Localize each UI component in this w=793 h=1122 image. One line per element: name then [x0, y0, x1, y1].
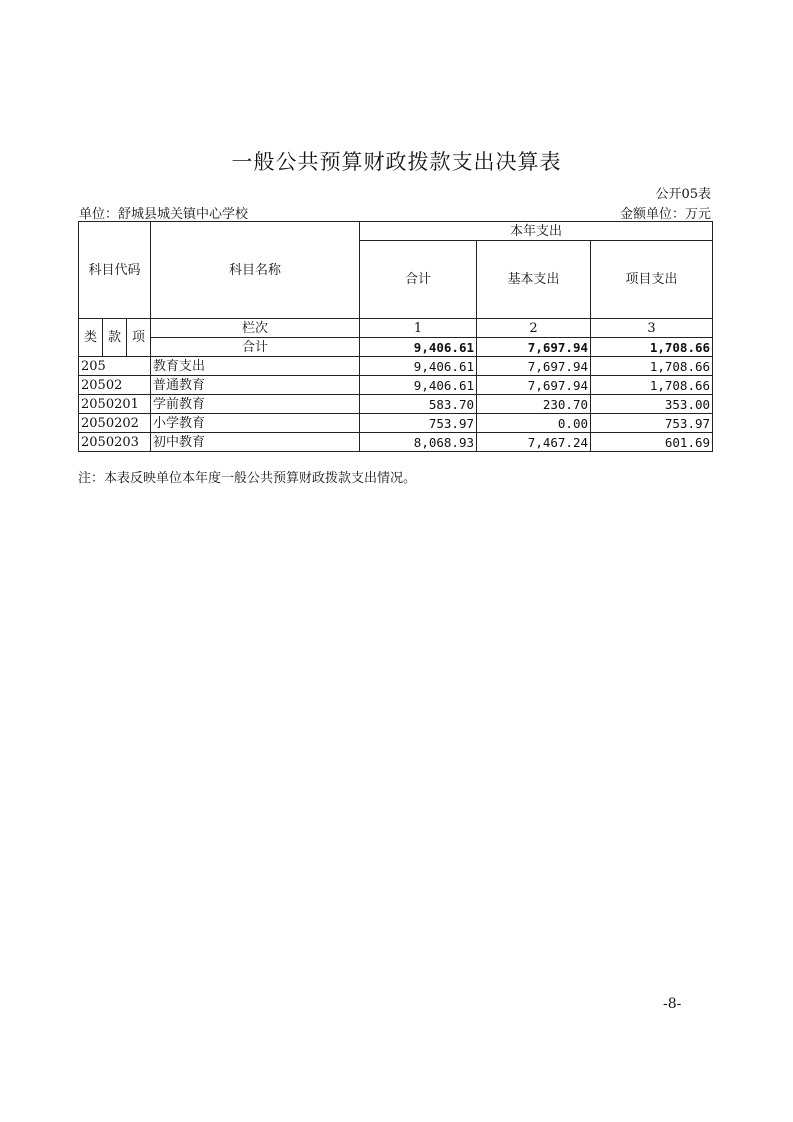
header-lei: 类 [79, 319, 103, 357]
row-basic: 7,467.24 [477, 433, 591, 452]
table-row [79, 414, 713, 433]
row-total: 753.97 [360, 414, 477, 433]
row-total: 9,406.61 [360, 357, 477, 376]
row-name: 初中教育 [151, 433, 360, 452]
total-project: 1,708.66 [591, 338, 713, 357]
row-basic: 230.70 [477, 395, 591, 414]
row-basic: 7,697.94 [477, 357, 591, 376]
table-row [79, 357, 713, 376]
header-xiang: 项 [127, 319, 151, 357]
total-amount: 9,406.61 [360, 338, 477, 357]
table-row [79, 376, 713, 395]
header-project: 项目支出 [591, 241, 713, 319]
row-name: 学前教育 [151, 395, 360, 414]
row-basic: 0.00 [477, 414, 591, 433]
row-project: 753.97 [591, 414, 713, 433]
column-label: 栏次 [151, 319, 360, 338]
expenditure-table [78, 221, 713, 452]
row-project: 1,708.66 [591, 357, 713, 376]
header-total: 合计 [360, 241, 477, 319]
unit-name: 单位：舒城县城关镇中心学校 [79, 207, 249, 222]
total-label: 合计 [151, 338, 360, 357]
column-index-1: 1 [360, 319, 477, 338]
header-basic: 基本支出 [477, 241, 591, 319]
page-number: -8- [663, 996, 682, 1012]
row-total: 9,406.61 [360, 376, 477, 395]
total-basic: 7,697.94 [477, 338, 591, 357]
row-project: 601.69 [591, 433, 713, 452]
row-name: 教育支出 [151, 357, 360, 376]
header-current-year: 本年支出 [360, 222, 713, 241]
row-code: 2050202 [79, 414, 151, 433]
table-row [79, 433, 713, 452]
header-kuan: 款 [103, 319, 127, 357]
column-index-2: 2 [477, 319, 591, 338]
header-name: 科目名称 [151, 222, 360, 319]
row-project: 353.00 [591, 395, 713, 414]
row-basic: 7,697.94 [477, 376, 591, 395]
row-project: 1,708.66 [591, 376, 713, 395]
row-name: 小学教育 [151, 414, 360, 433]
row-code: 205 [79, 357, 151, 376]
row-name: 普通教育 [151, 376, 360, 395]
total-row [79, 338, 713, 357]
row-code: 2050201 [79, 395, 151, 414]
amount-unit: 金额单位：万元 [619, 207, 711, 222]
table-row [79, 395, 713, 414]
page-title: 一般公共预算财政拨款支出决算表 [231, 150, 562, 174]
column-index-3: 3 [591, 319, 713, 338]
header-code: 科目代码 [79, 222, 151, 319]
header-row-1 [79, 222, 713, 241]
form-number: 公开05表 [655, 187, 711, 202]
row-code: 2050203 [79, 433, 151, 452]
row-total: 583.70 [360, 395, 477, 414]
row-code: 20502 [79, 376, 151, 395]
table-note: 注：本表反映单位本年度一般公共预算财政拨款支出情况。 [78, 471, 417, 486]
column-index-row [79, 319, 713, 338]
row-total: 8,068.93 [360, 433, 477, 452]
